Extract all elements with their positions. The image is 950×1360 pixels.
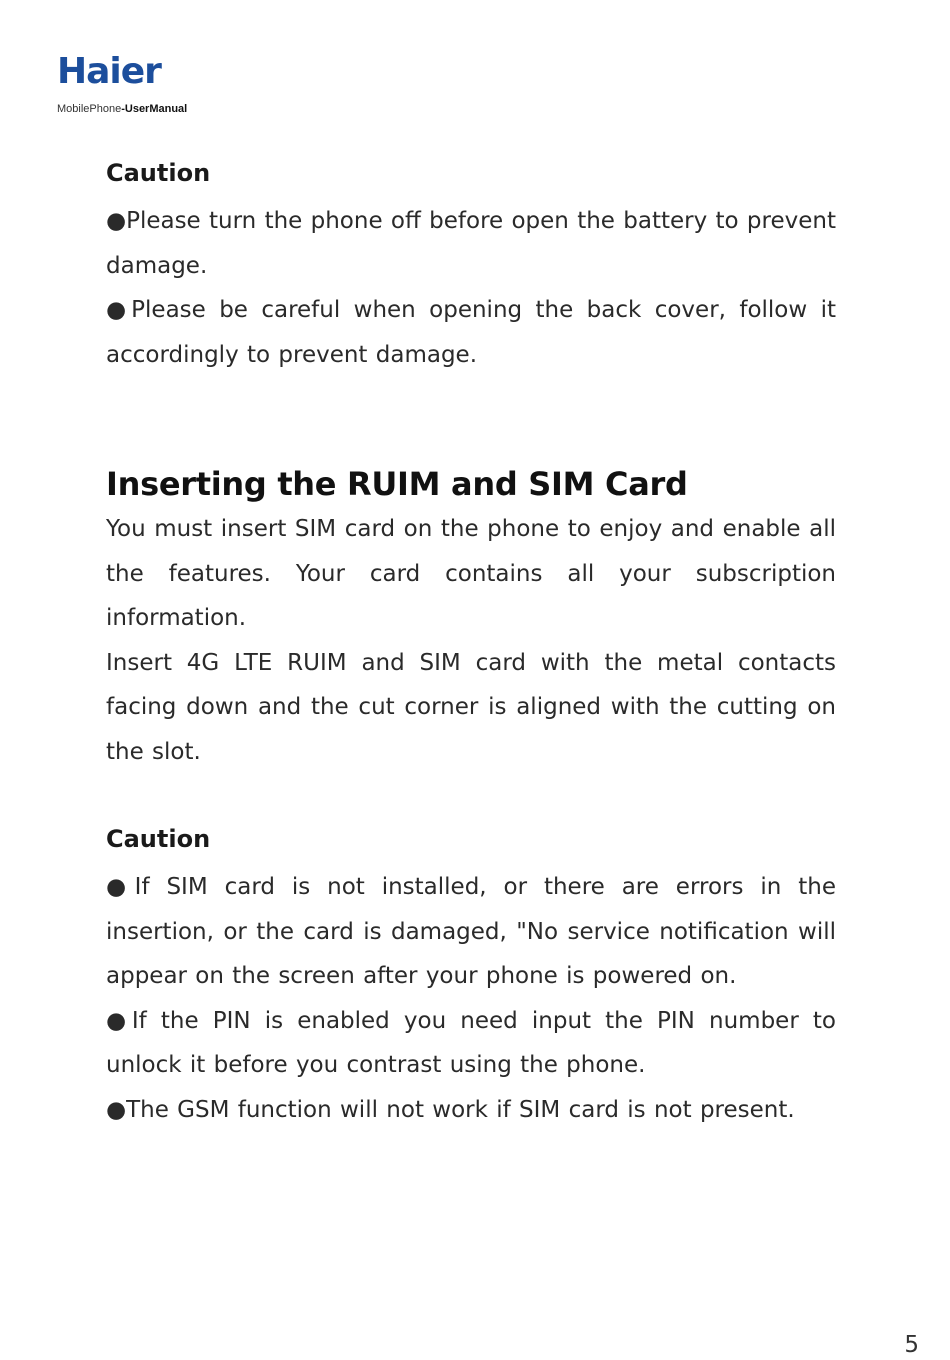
caution-block-2 — [106, 824, 836, 1132]
caution-item: ●If SIM card is not installed, or there are errors in the insertion, or the card is damaged, "No service notification will appear on the screen after your phone is powered on. — [106, 874, 836, 989]
manual-subtitle — [57, 102, 187, 116]
section-paragraph: You must insert SIM card on the phone to enjoy and enable all the features. Your card contains all your subscription information. — [106, 516, 836, 631]
page-header — [57, 52, 187, 116]
subtitle-manual: -UserManual — [121, 103, 188, 115]
section-inserting-sim — [106, 464, 836, 774]
brand-logo: Haier — [57, 51, 161, 92]
section-paragraph: Insert 4G LTE RUIM and SIM card with the metal contacts facing down and the cut corner is aligned with the cutting on the slot. — [106, 649, 836, 765]
caution-item: ●If the PIN is enabled you need input the PIN number to unlock it before you contrast using the phone. — [106, 1007, 836, 1078]
caution-title: Caution — [106, 825, 211, 853]
section-heading: Inserting the RUIM and SIM Card — [106, 465, 688, 503]
caution-title: Caution — [106, 159, 211, 187]
subtitle-product: MobilePhone — [57, 103, 122, 115]
caution-item: ●Please turn the phone off before open the battery to prevent damage. — [106, 208, 836, 279]
caution-item: ●Please be careful when opening the back cover, follow it accordingly to prevent damage. — [106, 297, 836, 368]
caution-item: ●The GSM function will not work if SIM card is not present. — [106, 1096, 795, 1123]
caution-block-1 — [106, 158, 836, 377]
page-number: 5 — [904, 1332, 919, 1358]
